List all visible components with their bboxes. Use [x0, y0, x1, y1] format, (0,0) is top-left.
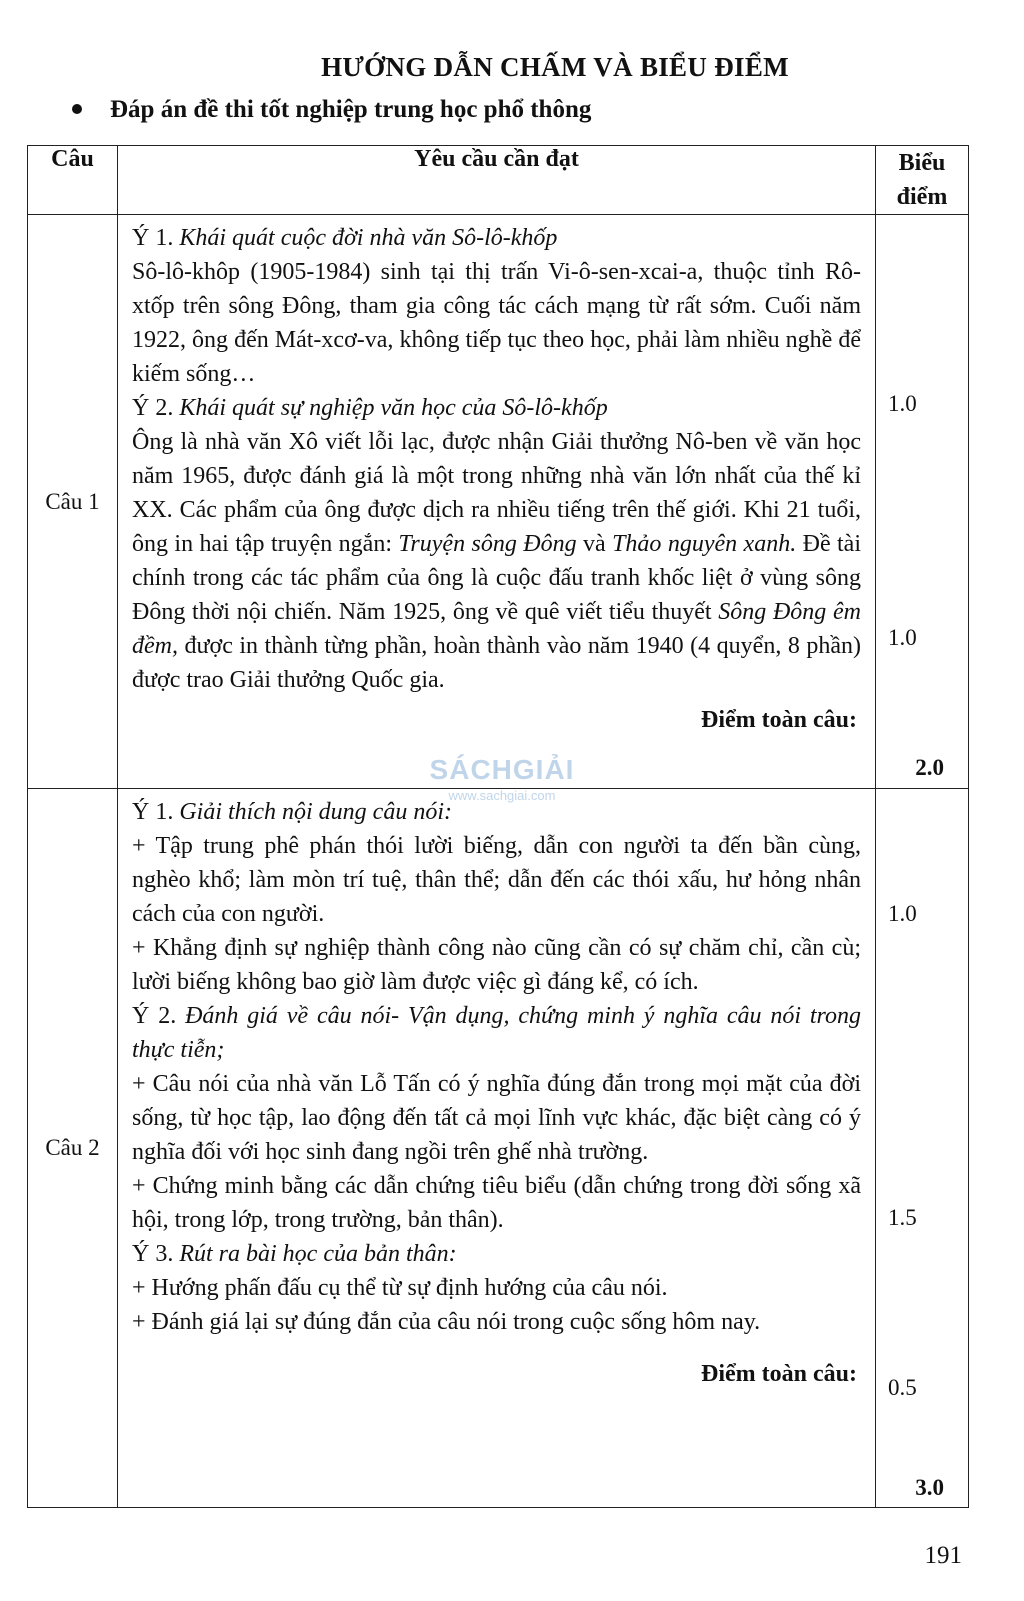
q2-score-total: 3.0 — [915, 1475, 944, 1500]
q2-score-y3: 0.5 — [888, 1375, 917, 1400]
q2-y2-p1: + Câu nói của nhà văn Lỗ Tấn có ý nghĩa đúng đắn trong mọi mặt của đời sống, từ học tập, lao động đến tất cả mọi lĩnh vực khác, đặc biệt càng có ý nghĩa đối với học sinh đang ngồi trên ghế nhà trường. — [132, 1071, 861, 1165]
grading-table — [27, 145, 969, 1508]
q2-y2-p2: + Chứng minh bằng các dẫn chứng tiêu biểu (dẫn chứng trong đời sống xã hội, trong lớp, trong trường, bản thân). — [132, 1173, 861, 1233]
header-yeu-cau: Yêu cầu cần đạt — [118, 146, 876, 215]
bullet-icon — [72, 104, 82, 114]
header-bieu-diem — [876, 146, 969, 215]
table-row-cau-1 — [28, 215, 969, 789]
watermark-logo — [402, 754, 602, 803]
q1-total-label: Điểm toàn câu: — [701, 707, 857, 733]
question-1-scores — [876, 215, 969, 789]
table-row-cau-2 — [28, 789, 969, 1508]
question-1-content — [118, 215, 876, 789]
q2-y2-heading: Ý 2. Đánh giá về câu nói- Vận dụng, chứng minh ý nghĩa câu nói trong thực tiễn; — [132, 1003, 861, 1063]
question-label-2: Câu 2 — [28, 789, 118, 1508]
q1-score-y2: 1.0 — [888, 625, 917, 650]
q2-total-label: Điểm toàn câu: — [701, 1361, 857, 1387]
header-cau: Câu — [28, 146, 118, 215]
header-bieu-diem-line2: điểm — [896, 184, 948, 210]
q2-score-y1: 1.0 — [888, 901, 917, 926]
page-number: 191 — [924, 1542, 962, 1569]
subtitle-text: Đáp án đề thi tốt nghiệp trung học phổ thông — [110, 96, 592, 123]
header-bieu-diem-line1: Biểu — [898, 150, 946, 176]
q1-y2-heading: Ý 2. Khái quát sự nghiệp văn học của Sô-lô-khốp — [132, 395, 608, 421]
table-header-row — [28, 146, 969, 215]
q2-y1-p1: + Tập trung phê phán thói lười biếng, dẫn con người ta đến bần cùng, nghèo khổ; làm mòn trí tuệ, thân thể; dẫn đến các thói xấu, hư hỏng nhân cách của con người. — [132, 833, 861, 927]
q2-y1-p2: + Khẳng định sự nghiệp thành công nào cũng cần có sự chăm chỉ, cần cù; lười biếng không bao giờ làm được việc gì đáng kể, có ích. — [132, 935, 861, 995]
question-2-scores — [876, 789, 969, 1508]
q1-score-y1: 1.0 — [888, 391, 917, 416]
question-2-content — [118, 789, 876, 1508]
q1-score-total: 2.0 — [915, 755, 944, 780]
page-title: HƯỚNG DẪN CHẤM VÀ BIỂU ĐIỂM — [321, 52, 789, 82]
q2-score-y2: 1.5 — [888, 1205, 917, 1230]
q1-y1-heading: Ý 1. Khái quát cuộc đời nhà văn Sô-lô-khốp — [132, 225, 558, 251]
subtitle — [72, 96, 591, 124]
q1-y2-text: Ông là nhà văn Xô viết lỗi lạc, được nhận Giải thưởng Nô-ben về văn học năm 1965, được đánh giá là một trong những nhà văn lớn nhất của thế kỉ XX. Các phẩm của ông được dịch ra nhiều tiếng trên thế giới. Khi 21 tuổi, ông in hai tập truyện ngắn: Truyện sông Đông và Thảo nguyên xanh. Đề tài chính trong các tác phẩm của ông là cuộc đấu tranh khốc liệt ở vùng sông Đông thời nội chiến. Năm 1925, ông về quê viết tiểu thuyết Sông Đông êm đềm, được in thành từng phần, hoàn thành vào năm 1940 (4 quyển, 8 phần) được trao Giải thưởng Quốc gia. — [132, 429, 861, 693]
q2-y3-p1: + Hướng phấn đấu cụ thể từ sự định hướng của câu nói. — [132, 1275, 668, 1301]
watermark-main: SÁCHGIẢI — [429, 754, 575, 785]
q2-y3-p2: + Đánh giá lại sự đúng đắn của câu nói trong cuộc sống hôm nay. — [132, 1309, 761, 1335]
q2-y1-heading: Ý 1. Giải thích nội dung câu nói: — [132, 799, 452, 825]
q1-y1-text: Sô-lô-khôp (1905-1984) sinh tại thị trấn Vi-ô-sen-xcai-a, thuộc tỉnh Rô-xtốp trên sông Đông, tham gia công tác cách mạng từ rất sớm. Cuối năm 1922, ông đến Mát-xcơ-va, không tiếp tục theo học, phải làm nhiều nghề để kiếm sống… — [132, 259, 861, 387]
q2-y3-heading: Ý 3. Rút ra bài học của bản thân: — [132, 1241, 457, 1267]
question-label-1: Câu 1 — [28, 215, 118, 789]
watermark-url: www.sachgiai.com — [448, 788, 556, 803]
